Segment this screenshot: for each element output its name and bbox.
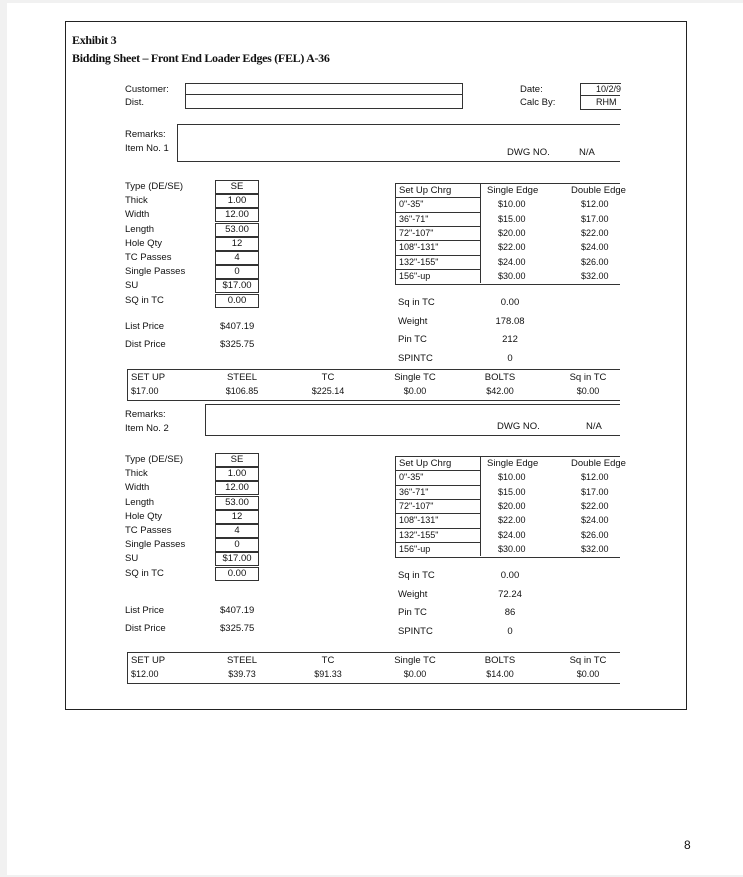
summary-header: BOLTS — [484, 372, 516, 383]
setup-range: 72"-107" — [399, 227, 434, 238]
summary-header: Sq in TC — [569, 372, 607, 383]
setup-double-price: $22.00 — [581, 227, 609, 238]
setup-single-price: $22.00 — [498, 242, 526, 253]
setup-single-price: $30.00 — [498, 543, 526, 554]
setup-range: 108"-131" — [399, 242, 439, 253]
setup-header: Double Edge — [571, 458, 626, 469]
calc-label: SPINTC — [398, 625, 433, 637]
summary-value: $0.00 — [576, 386, 600, 396]
exhibit-label: Exhibit 3 — [72, 33, 117, 47]
customer-dist-box — [185, 83, 463, 109]
spec-label: Hole Qty — [125, 510, 162, 522]
setup-range: 36"-71" — [399, 486, 429, 497]
setup-col-divider — [480, 183, 481, 283]
calc-value: 212 — [502, 334, 518, 345]
setup-header-divider — [395, 197, 480, 198]
summary-header: Sq in TC — [569, 655, 607, 666]
spec-value-box: 0 — [215, 538, 259, 552]
setup-range: 156"-up — [399, 270, 431, 281]
setup-range: 108"-131" — [399, 515, 439, 526]
spec-value-box: 53.00 — [215, 223, 259, 237]
remarks-label: Remarks: — [125, 129, 166, 140]
spec-label: SU — [125, 280, 139, 292]
setup-single-price: $10.00 — [498, 472, 526, 483]
summary-value: $0.00 — [403, 386, 427, 396]
spec-label: Type (DE/SE) — [125, 181, 184, 192]
customer-label: Customer: — [125, 84, 169, 95]
setup-double-price: $32.00 — [581, 270, 609, 281]
summary-value: $106.85 — [225, 386, 259, 396]
spec-value-box: 12.00 — [215, 208, 259, 222]
calc-value: 0.00 — [500, 297, 520, 308]
dwg-label: DWG NO. — [507, 147, 550, 158]
summary-value: $91.33 — [314, 669, 342, 679]
summary-value: $14.00 — [486, 669, 514, 679]
spec-label: TC Passes — [125, 252, 172, 263]
setup-double-price: $17.00 — [581, 486, 609, 497]
summary-header: SET UP — [131, 372, 166, 383]
summary-value: $12.00 — [131, 669, 159, 679]
summary-header: BOLTS — [484, 655, 516, 666]
summary-header: TC — [321, 372, 335, 383]
summary-value: $0.00 — [403, 669, 427, 679]
spec-value-box: SE — [215, 453, 259, 467]
setup-single-price: $20.00 — [498, 500, 526, 511]
spec-value-box: 53.00 — [215, 496, 259, 510]
setup-double-price: $26.00 — [581, 256, 609, 267]
calc-label: SPINTC — [398, 352, 433, 364]
spec-value-box: SE — [215, 180, 259, 194]
setup-row-divider — [395, 513, 480, 514]
spec-label: Type (DE/SE) — [125, 454, 184, 465]
setup-row-divider — [395, 255, 480, 256]
spec-value-box: 0 — [215, 265, 259, 279]
spec-label: SQ in TC — [125, 567, 164, 579]
spec-label: TC Passes — [125, 525, 172, 536]
setup-row-divider — [395, 485, 480, 486]
remarks-box — [205, 404, 620, 436]
list-price-label: List Price — [125, 605, 165, 616]
summary-header: Single TC — [394, 372, 436, 383]
setup-single-price: $24.00 — [498, 529, 526, 540]
spec-label: Thick — [125, 468, 148, 480]
setup-range: 0"-35" — [399, 472, 424, 483]
exhibit-title: Bidding Sheet – Front End Loader Edges (FEL) A-36 — [72, 51, 330, 65]
setup-range: 132"-155" — [399, 529, 439, 540]
page-number: 8 — [684, 838, 691, 852]
setup-double-price: $24.00 — [581, 515, 609, 526]
setup-row-divider — [395, 212, 480, 213]
summary-value: $0.00 — [576, 669, 600, 679]
setup-row-divider — [395, 269, 480, 270]
item-number: Item No. 2 — [125, 423, 169, 434]
spec-value-box: 4 — [215, 251, 259, 265]
spec-value-box: 0.00 — [215, 567, 259, 581]
summary-header: STEEL — [226, 655, 258, 666]
setup-header: Single Edge — [487, 458, 539, 469]
summary-value: $42.00 — [486, 386, 514, 396]
date-divider — [580, 95, 620, 96]
spec-value-box: 4 — [215, 524, 259, 538]
spec-value-box: 0.00 — [215, 294, 259, 308]
spec-value-box: $17.00 — [215, 279, 259, 293]
spec-value-box: 1.00 — [215, 194, 259, 208]
summary-value: $17.00 — [131, 386, 159, 396]
remarks-box — [177, 124, 620, 162]
setup-row-divider — [395, 226, 480, 227]
item-number: Item No. 1 — [125, 143, 169, 154]
spec-value-box: 1.00 — [215, 467, 259, 481]
setup-range: 156"-up — [399, 543, 431, 554]
setup-header: Set Up Chrg — [399, 185, 452, 196]
spec-label: Width — [125, 209, 150, 221]
spec-label: Hole Qty — [125, 237, 162, 249]
setup-range: 36"-71" — [399, 213, 429, 224]
calc-label: Weight — [398, 315, 428, 327]
list-price-value: $407.19 — [220, 321, 255, 332]
calc-label: Pin TC — [398, 607, 427, 618]
setup-single-price: $22.00 — [498, 515, 526, 526]
setup-double-price: $22.00 — [581, 500, 609, 511]
dwg-label: DWG NO. — [497, 421, 540, 432]
list-price-value: $407.19 — [220, 605, 255, 616]
setup-row-divider — [395, 528, 480, 529]
calc-label: Sq in TC — [398, 297, 435, 308]
calc-by-label: Calc By: — [520, 97, 556, 108]
calc-value: 0.00 — [500, 570, 520, 581]
dist-price-label: Dist Price — [125, 623, 166, 634]
setup-double-price: $12.00 — [581, 199, 609, 210]
setup-range: 72"-107" — [399, 500, 434, 511]
spec-label: SQ in TC — [125, 294, 164, 306]
calc-by-value: RHM — [596, 97, 617, 107]
calc-value: 86 — [504, 607, 516, 618]
setup-single-price: $15.00 — [498, 486, 526, 497]
dist-label: Dist. — [125, 97, 144, 108]
dwg-value: N/A — [586, 421, 602, 432]
dwg-value: N/A — [579, 147, 595, 158]
spec-value-box: 12.00 — [215, 481, 259, 495]
calc-label: Pin TC — [398, 334, 427, 345]
calc-value: 0 — [507, 625, 513, 637]
setup-header: Set Up Chrg — [399, 458, 452, 469]
remarks-label: Remarks: — [125, 409, 166, 420]
summary-header: Single TC — [394, 655, 436, 666]
setup-row-divider — [395, 542, 480, 543]
setup-range: 132"-155" — [399, 256, 439, 267]
spec-value-box: 12 — [215, 237, 259, 251]
calc-value: 178.08 — [495, 315, 525, 327]
spec-label: Single Passes — [125, 266, 186, 278]
calc-label: Sq in TC — [398, 570, 435, 581]
setup-single-price: $10.00 — [498, 199, 526, 210]
document-page — [7, 3, 743, 875]
setup-double-price: $24.00 — [581, 242, 609, 253]
setup-single-price: $15.00 — [498, 213, 526, 224]
customer-divider — [185, 94, 462, 95]
setup-header: Single Edge — [487, 185, 539, 196]
setup-header: Double Edge — [571, 185, 626, 196]
calc-value: 72.24 — [498, 588, 522, 600]
summary-value: $39.73 — [228, 669, 256, 679]
spec-label: Thick — [125, 195, 148, 207]
setup-double-price: $32.00 — [581, 543, 609, 554]
calc-label: Weight — [398, 588, 428, 600]
summary-value: $225.14 — [311, 386, 345, 396]
summary-header: STEEL — [226, 372, 258, 383]
summary-header: SET UP — [131, 655, 166, 666]
date-value: 10/2/9 — [596, 84, 622, 94]
dist-price-label: Dist Price — [125, 339, 166, 350]
spec-value-box: $17.00 — [215, 552, 259, 566]
setup-double-price: $26.00 — [581, 529, 609, 540]
setup-double-price: $17.00 — [581, 213, 609, 224]
calc-value: 0 — [507, 352, 513, 364]
setup-col-divider — [480, 456, 481, 556]
summary-header: TC — [321, 655, 335, 666]
setup-header-divider — [395, 470, 480, 471]
date-label: Date: — [520, 84, 543, 95]
spec-value-box: 12 — [215, 510, 259, 524]
setup-single-price: $30.00 — [498, 270, 526, 281]
list-price-label: List Price — [125, 321, 165, 332]
setup-double-price: $12.00 — [581, 472, 609, 483]
spec-label: SU — [125, 553, 139, 565]
dist-price-value: $325.75 — [220, 623, 255, 634]
spec-label: Length — [125, 496, 155, 508]
setup-single-price: $24.00 — [498, 256, 526, 267]
spec-label: Single Passes — [125, 539, 186, 551]
spec-label: Length — [125, 223, 155, 235]
spec-label: Width — [125, 482, 150, 494]
dist-price-value: $325.75 — [220, 339, 255, 350]
setup-row-divider — [395, 499, 480, 500]
setup-row-divider — [395, 240, 480, 241]
setup-range: 0"-35" — [399, 199, 424, 210]
setup-single-price: $20.00 — [498, 227, 526, 238]
